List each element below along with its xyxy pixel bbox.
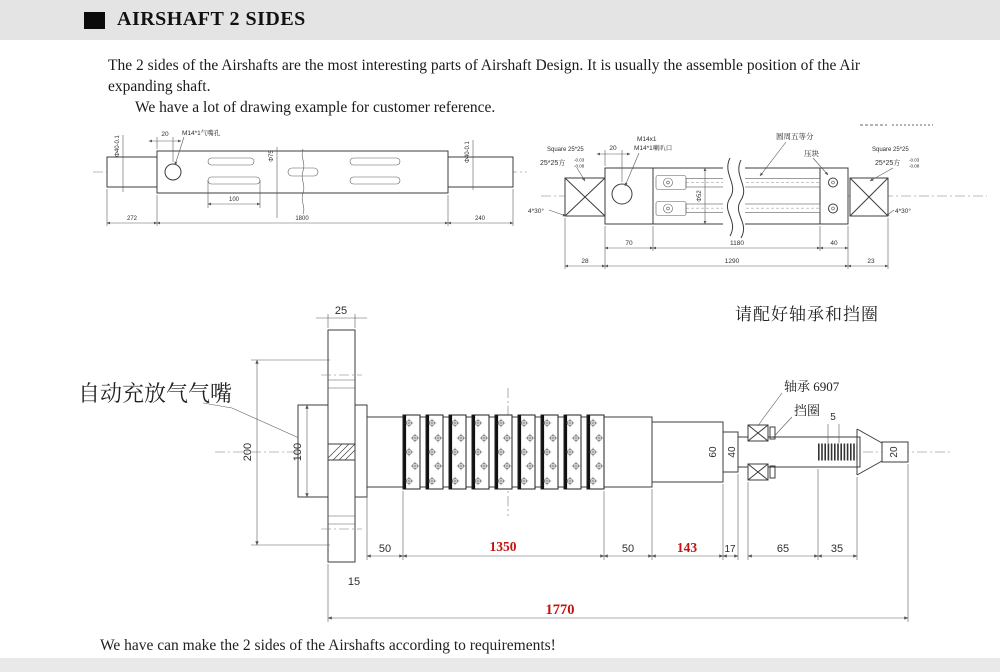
- intro-line-3: We have a lot of drawing example for customer reference.: [135, 99, 496, 116]
- tol-bottom: -0.08: [909, 163, 920, 169]
- nozzle-label: 自动充放气气嘴: [78, 381, 233, 406]
- shaft-outline: [565, 156, 888, 240]
- dim-28-label: 28: [581, 258, 589, 265]
- dim-1800-label: 1800: [295, 216, 309, 222]
- drawing-right-shaft-end: [527, 120, 1000, 282]
- bearing: [748, 464, 768, 480]
- flange-plate: [328, 330, 355, 562]
- dia-right-label: Φ40-0.1: [465, 141, 471, 163]
- dim-100-label: 100: [228, 197, 240, 203]
- dim-272-label: 272: [126, 216, 138, 222]
- bottom-bar: [0, 658, 1000, 672]
- dim-20-label: 20: [161, 131, 169, 138]
- bearing: [748, 425, 768, 441]
- chamfer-right-label: 4*30°: [895, 208, 911, 215]
- title-bullet-square: [84, 12, 105, 29]
- m14-label: M14x1: [637, 136, 657, 143]
- intro-line-2: expanding shaft.: [108, 78, 211, 95]
- footer-text: We have can make the 2 sides of the Airshafts according to requirements!: [100, 637, 556, 654]
- dim-17-label: 17: [724, 544, 736, 555]
- ring-leader: [773, 417, 792, 438]
- drawing-main-assembly: [70, 302, 990, 632]
- intro-line-1: The 2 sides of the Airshafts are the most interesting parts of Airshaft Design. It is usually the assemble position of the Air: [108, 57, 861, 74]
- dim-65-label: 65: [776, 543, 790, 555]
- dim-70-label: 70: [625, 240, 633, 247]
- dim-40-label: 40: [830, 240, 838, 247]
- dim-50-label: 50: [378, 543, 392, 555]
- dim-1180-label: 1180: [730, 240, 744, 247]
- dim-200-label: 200: [242, 442, 254, 462]
- drawing-left-shaft: [85, 122, 535, 252]
- dia-left-label: Φ40-0.1: [115, 135, 121, 157]
- press-block-label: 压块: [804, 149, 819, 158]
- dim-20-label: 20: [889, 446, 900, 458]
- dim-143-label: 143: [676, 540, 698, 555]
- dim-1290-label: 1290: [724, 258, 740, 265]
- tol-top: -0.03: [909, 157, 920, 163]
- flange-assembly: [298, 330, 367, 562]
- bearing-label: 轴承 6907: [784, 379, 840, 394]
- dim-15-label: 15: [347, 576, 361, 588]
- dim-1770-label: 1770: [545, 602, 575, 618]
- shaft-outline: [107, 149, 513, 214]
- dim-5-label: 5: [830, 412, 836, 423]
- nozzle-hole-label: M14*1气嘴孔: [182, 130, 221, 137]
- header-bar: [0, 0, 1000, 40]
- dim-20-label: 20: [609, 145, 617, 152]
- bearing-leader: [758, 393, 782, 426]
- m14-hole-label: M14*1喇叭口: [634, 145, 673, 152]
- dim-100-label: 100: [292, 442, 304, 462]
- dim-25-label: 25: [334, 305, 348, 317]
- tol-bottom: -0.08: [574, 163, 585, 169]
- page-title: AIRSHAFT 2 SIDES: [117, 8, 306, 30]
- square-right-label: Square 25*25: [872, 147, 909, 153]
- tol-top: -0.03: [574, 157, 585, 163]
- five-equal-label: 圆周五等分: [776, 132, 814, 141]
- chamfer-left-label: 4*30°: [528, 208, 544, 215]
- dim-35-label: 35: [830, 543, 844, 555]
- dim-240-label: 240: [474, 216, 486, 222]
- intro-paragraph: [108, 55, 918, 118]
- dia-mid-label: Φ52: [697, 190, 703, 202]
- dim-60-label: 60: [708, 446, 719, 458]
- note-bearing-ring: 请配好轴承和挡圈: [735, 305, 879, 324]
- shaft-body: [367, 415, 908, 489]
- square-left-label: Square 25*25: [547, 147, 584, 153]
- square-tol-left: 25*25方: [540, 160, 566, 167]
- ring-label: 挡圈: [794, 403, 821, 418]
- dim-23-label: 23: [867, 258, 875, 265]
- square-tol-right: 25*25方: [875, 160, 901, 167]
- dim-40-label: 40: [727, 446, 738, 458]
- retaining-ring: [770, 466, 775, 478]
- dim-50-label: 50: [621, 543, 635, 555]
- dia-mid-label: Φ75: [269, 150, 275, 162]
- dim-1350-label: 1350: [489, 539, 517, 554]
